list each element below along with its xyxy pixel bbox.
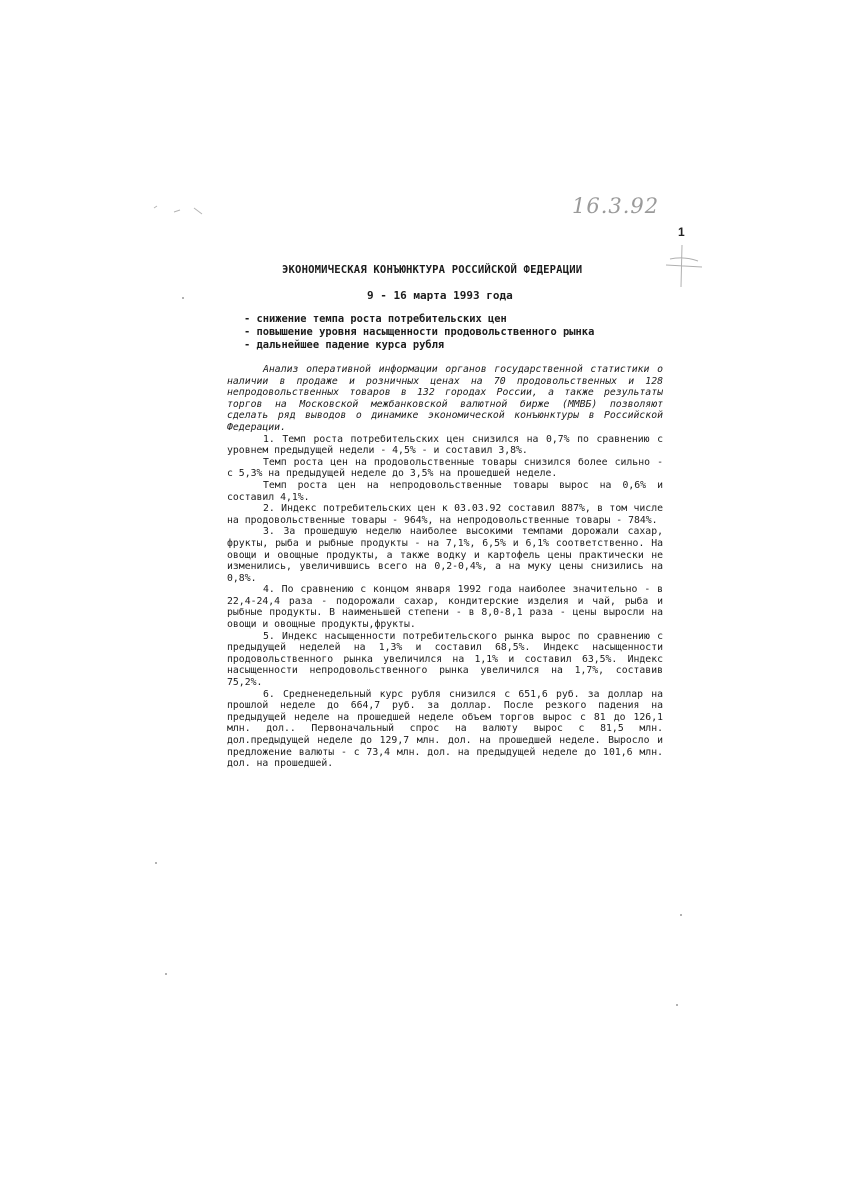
paragraph-1b: Темп роста цен на непродовольственные товары вырос на 0,6% и составил 4,1%. <box>227 479 663 503</box>
scan-speck <box>155 862 157 864</box>
scan-speck <box>676 1004 678 1006</box>
page-number: 1 <box>678 225 685 239</box>
highlight-item: - повышение уровня насыщенности продовольственного рынка <box>244 326 595 338</box>
document-body <box>227 364 663 770</box>
paragraph-5: 5. Индекс насыщенности потребительского рынка вырос по сравнению с предыдущей неделей на 1,3% и составил 68,5%. Индекс насыщенности продовольственного рынка увеличился на 1,1% и составил 63,5%. Индекс насыщенности непродовольственного рынка увеличился на 1,7%, составив 75,2%. <box>227 630 663 689</box>
paragraph-2: 2. Индекс потребительских цен к 03.03.92 составил 887%, в том числе на продовольственные товары - 964%, на непродовольственные товары - 784%. <box>227 503 663 526</box>
highlight-item: - снижение темпа роста потребительских цен <box>244 313 507 325</box>
scan-speck <box>182 297 184 299</box>
highlights-list <box>244 313 594 352</box>
handwritten-note: 16.3.92 <box>572 194 660 218</box>
paragraph-6: 6. Средненедельный курс рубля снизился с 651,6 руб. за доллар на прошлой неделе до 664,7 руб. за доллар. После резкого падения на предыдущей неделе на прошедшей неделе объем торгов вырос с 81 до 126,1 млн. дол.. Первоначальный спрос на валюту вырос с 81,5 млн. дол.предыдущей неделе до 129,7 млн. дол. на прошедшей неделе. Выросло и предложение валюты - с 73,4 млн. дол. на предыдущей неделе до 101,6 млн. дол. на прошедшей. <box>227 688 663 770</box>
paragraph-1: 1. Темп роста потребительских цен снизился на 0,7% по сравнению с уровнем предыдущей недели - 4,5% - и составил 3,8%. <box>227 433 663 457</box>
page-title: ЭКОНОМИЧЕСКАЯ КОНЪЮНКТУРА РОССИЙСКОЙ ФЕДЕРАЦИИ <box>282 264 583 276</box>
scan-speck <box>165 973 167 975</box>
scan-speck <box>680 914 682 916</box>
intro-paragraph: Анализ оперативной информации органов государственной статистики о наличии в продаже и розничных ценах на 70 продовольственных и 128 непродовольственных товаров в 132 городах России, а также результаты торгов на Московской межбанковской валютной бирже (ММВБ) позволяют сделать ряд выводов о динамике экономической конъюнктуры в Российской Федерации. <box>227 364 663 433</box>
stamp-mark-icon <box>664 243 704 289</box>
scan-artifact-icon <box>150 200 212 220</box>
paragraph-1a: Темп роста цен на продовольственные товары снизился более сильно - с 5,3% на предыдущей неделе до 3,5% на прошедшей неделе. <box>227 456 663 480</box>
date-range: 9 - 16 марта 1993 года <box>367 289 513 302</box>
paragraph-4: 4. По сравнению с концом января 1992 года наиболее значительно - в 22,4-24,4 раза - подорожали сахар, кондитерские изделия и чай, рыба и рыбные продукты. В наименьшей степени - в 8,0-8,1 раза - цены выросли на овощи и овощные продукты,фрукты. <box>227 584 663 631</box>
highlight-item: - дальнейшее падение курса рубля <box>244 339 445 351</box>
paragraph-3: 3. За прошедшую неделю наиболее высокими темпами дорожали сахар, фрукты, рыба и рыбные продукты - на 7,1%, 6,5% и 6,1% соответственно. На овощи и овощные продукты, а также водку и картофель цены практически не изменились, увеличившись всего на 0,2-0,4%, а на муку цены снизились на 0,8%. <box>227 526 663 584</box>
